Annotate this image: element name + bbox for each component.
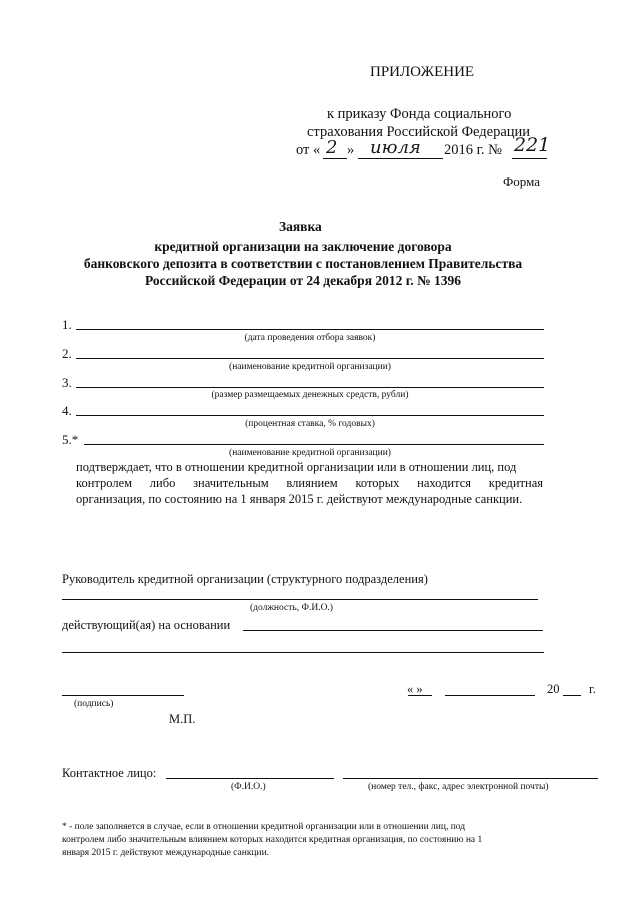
field-4-number: 4. bbox=[62, 403, 72, 418]
seal-label: М.П. bbox=[169, 712, 196, 726]
acting-basis-line-2[interactable] bbox=[62, 652, 544, 653]
field-4-line[interactable] bbox=[76, 415, 544, 416]
footnote-line-2: контролем либо значительным влиянием которых находится кредитная организация, по состоянию на 1 bbox=[62, 835, 483, 845]
position-caption: (должность, Ф.И.О.) bbox=[250, 603, 333, 613]
sign-date-month-line[interactable] bbox=[445, 695, 535, 696]
sign-date-year-suffix: г. bbox=[589, 682, 596, 696]
order-line-1: к приказу Фонда социального bbox=[327, 106, 512, 122]
field-1-caption: (дата проведения отбора заявок) bbox=[244, 333, 376, 343]
signature-head: Руководитель кредитной организации (структурного подразделения) bbox=[62, 572, 428, 586]
title-line-3: Российской Федерации от 24 декабря 2012 г. № 1396 bbox=[144, 273, 462, 288]
acting-basis-line[interactable] bbox=[243, 630, 543, 631]
footnote-line-1: * - поле заполняется в случае, если в отношении кредитной организации или в отношении лиц, под bbox=[62, 822, 466, 832]
title-line-2: банковского депозита в соответствии с постановлением Правительства bbox=[83, 256, 523, 271]
field-5-number: 5.* bbox=[62, 432, 79, 447]
field-4-caption: (процентная ставка, % годовых) bbox=[245, 419, 375, 429]
date-month-handwritten: июля bbox=[370, 137, 421, 158]
sign-date-year-prefix: 20 bbox=[547, 682, 560, 696]
order-number-line bbox=[512, 158, 547, 159]
contact-phone-line[interactable] bbox=[343, 778, 598, 779]
field-3-number: 3. bbox=[62, 375, 72, 390]
contact-fio-line[interactable] bbox=[166, 778, 334, 779]
confirm-line-1: подтверждает, что в отношении кредитной организации или в отношении лиц, под bbox=[76, 460, 517, 474]
confirm-line-3: организация, по состоянию на 1 января 2015 г. действуют международные санкции. bbox=[76, 492, 523, 506]
contact-fio-caption: (Ф.И.О.) bbox=[231, 782, 266, 792]
contact-label: Контактное лицо: bbox=[62, 766, 157, 780]
order-date-year: 2016 г. № bbox=[444, 142, 503, 158]
sign-date-year-line[interactable] bbox=[563, 695, 581, 696]
date-month-line bbox=[358, 158, 443, 159]
field-2-number: 2. bbox=[62, 346, 72, 361]
sign-date-day-line[interactable] bbox=[408, 695, 432, 696]
field-5-caption: (наименование кредитной организации) bbox=[229, 448, 391, 458]
acting-basis-label: действующий(ая) на основании bbox=[62, 618, 231, 632]
title-word: Заявка bbox=[279, 219, 322, 234]
field-3-caption: (размер размещаемых денежных средств, рубли) bbox=[211, 390, 409, 400]
form-label: Форма bbox=[503, 174, 540, 189]
field-3-line[interactable] bbox=[76, 387, 544, 388]
date-day-handwritten: 2 bbox=[326, 137, 338, 158]
appendix-heading: ПРИЛОЖЕНИЕ bbox=[370, 64, 475, 80]
field-2-line[interactable] bbox=[76, 358, 544, 359]
order-date-mid: » bbox=[347, 142, 355, 158]
position-line[interactable] bbox=[62, 599, 538, 600]
order-date-prefix: от « bbox=[296, 142, 321, 158]
order-line-2: страхования Российской Федерации bbox=[307, 124, 531, 140]
sign-date-quotes: « » bbox=[407, 682, 423, 696]
title-line-1: кредитной организации на заключение договора bbox=[154, 239, 452, 254]
footnote-line-3: января 2015 г. действуют международные санкции. bbox=[62, 848, 270, 858]
field-2-caption: (наименование кредитной организации) bbox=[229, 362, 391, 372]
field-1-number: 1. bbox=[62, 317, 72, 332]
contact-phone-caption: (номер тел., факс, адрес электронной почты) bbox=[368, 782, 549, 792]
signature-line[interactable] bbox=[62, 695, 184, 696]
signature-caption: (подпись) bbox=[74, 699, 114, 709]
confirm-line-2: контролем либо значительным влиянием которых находится кредитная bbox=[76, 476, 543, 490]
field-1-line[interactable] bbox=[76, 329, 544, 330]
order-number-handwritten: 221 bbox=[514, 134, 551, 156]
date-day-line bbox=[323, 158, 347, 159]
field-5-line[interactable] bbox=[84, 444, 544, 445]
